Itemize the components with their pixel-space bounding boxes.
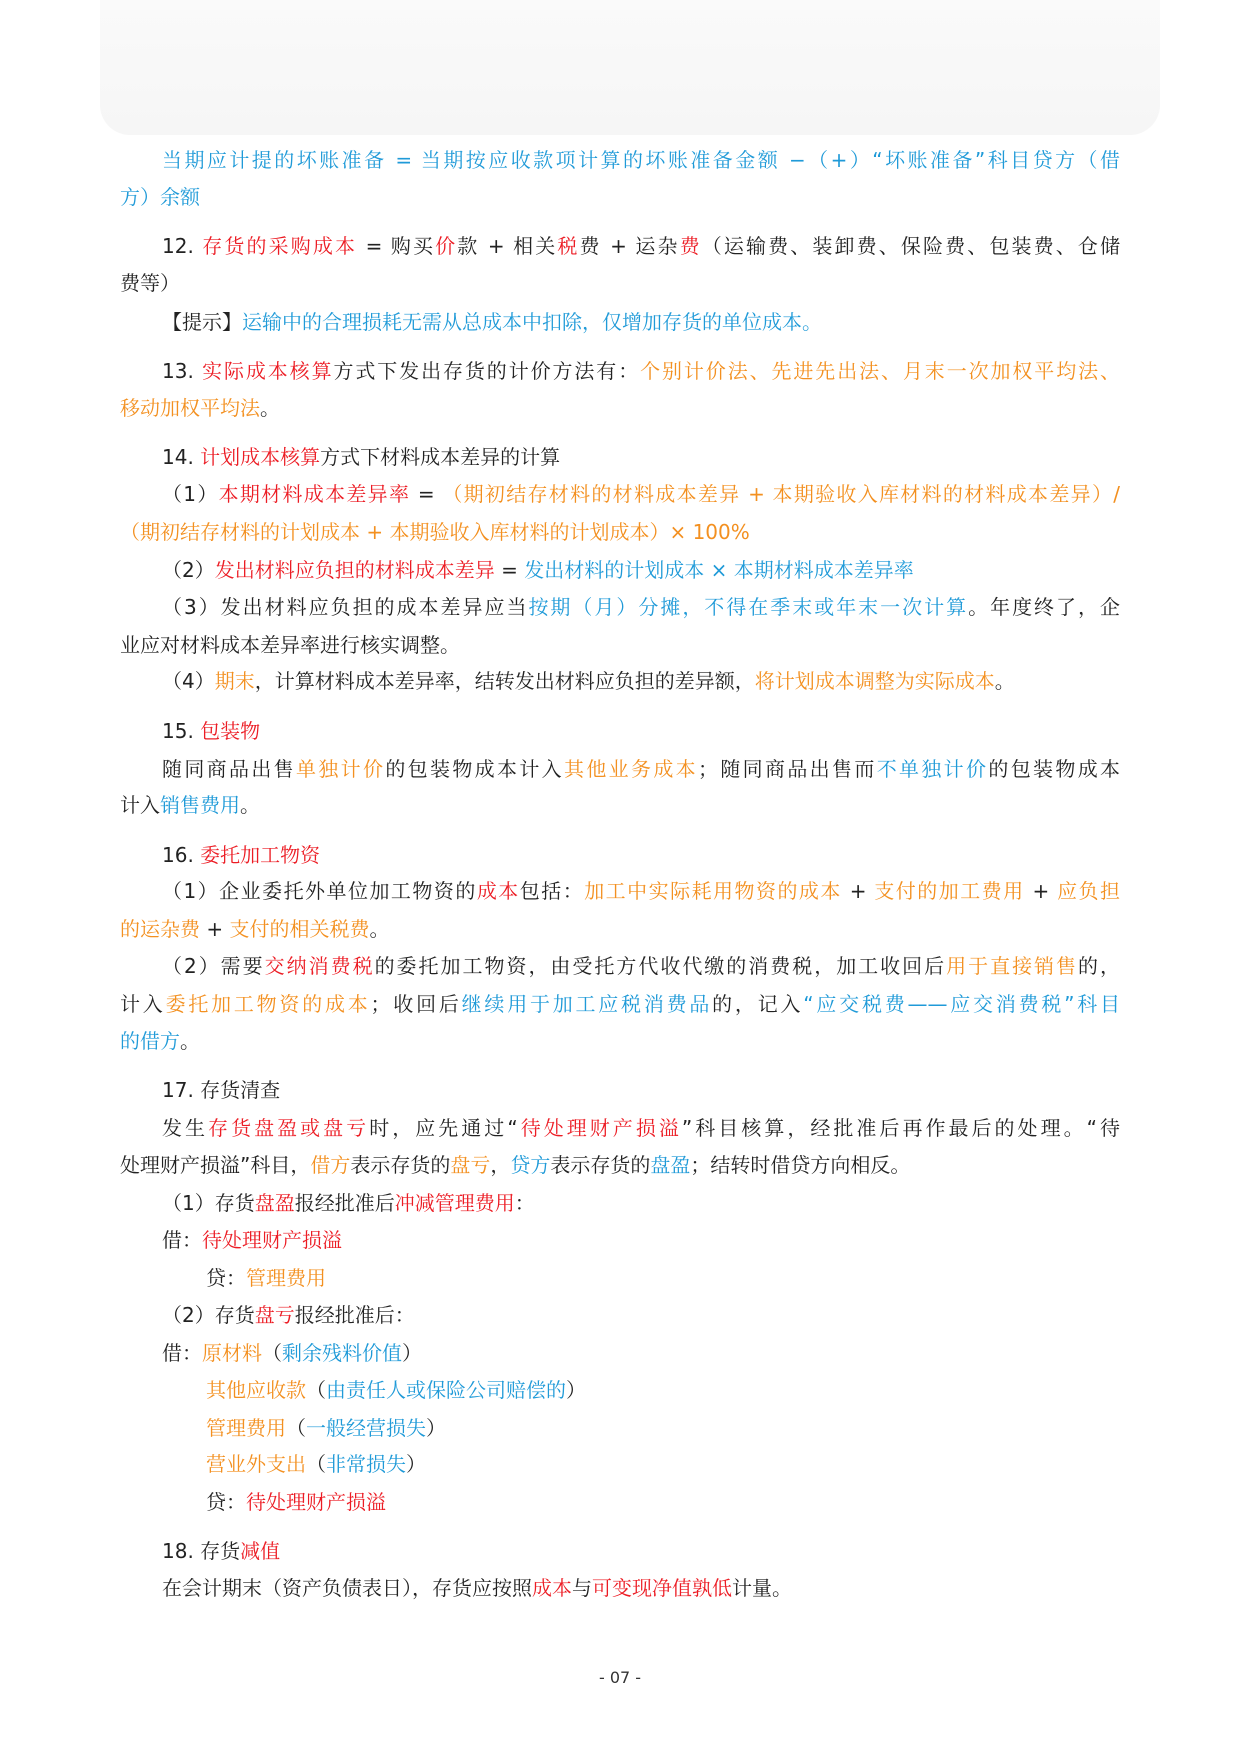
text-line — [120, 1028, 1120, 1054]
highlighted-text-segment: 当期应计提的坏账准备 = 当期按应收款项计算的坏账准备金额 −（+）“坏账准备”科目贷方（借 — [162, 148, 1120, 172]
highlighted-text-segment: 委托加工物资 — [200, 843, 321, 867]
highlighted-text-segment: 盘盈 — [254, 1191, 295, 1215]
text-line — [120, 991, 1120, 1017]
text-segment: 的包装物成本计入 — [385, 757, 565, 781]
text-segment: 。 — [240, 793, 260, 817]
highlighted-text-segment: 非常损失 — [326, 1452, 406, 1476]
text-line — [162, 953, 1120, 979]
text-line — [162, 1227, 1120, 1253]
highlighted-text-segment: 待处理财产损溢 — [246, 1490, 386, 1514]
text-segment: 费等） — [120, 271, 180, 295]
text-segment: 计入 — [120, 992, 166, 1016]
highlighted-text-segment: 继续用于加工应税消费品 — [461, 992, 713, 1016]
highlighted-text-segment: 运输中的合理损耗无需从总成本中扣除，仅增加存货的单位成本。 — [242, 310, 822, 334]
highlighted-text-segment: 待处理财产损溢 — [517, 1116, 682, 1140]
text-segment: 15. — [162, 719, 201, 743]
text-line — [120, 395, 1120, 421]
highlighted-text-segment: 冲减管理费用 — [394, 1191, 515, 1215]
text-segment: 表示存货的 — [350, 1153, 451, 1177]
highlighted-text-segment: 管理费用 — [206, 1416, 286, 1440]
text-line — [120, 184, 1120, 210]
highlighted-text-segment: 贷方 — [510, 1153, 551, 1177]
text-line — [162, 718, 1120, 744]
text-segment: 计入 — [120, 793, 160, 817]
text-segment: + — [1024, 879, 1058, 903]
highlighted-text-segment: 营业外支出 — [206, 1452, 306, 1476]
text-segment: （ — [306, 1378, 326, 1402]
text-segment: （ — [306, 1452, 326, 1476]
highlighted-text-segment: 可变现净值孰低 — [592, 1576, 732, 1600]
highlighted-text-segment: 单独计价 — [296, 757, 386, 781]
text-line — [162, 1115, 1120, 1141]
text-segment: （4） — [162, 669, 215, 693]
text-segment: ） — [406, 1452, 426, 1476]
highlighted-text-segment: 加工中实际耗用物资的成本 — [584, 879, 842, 903]
text-segment: 报经批准后： — [294, 1303, 415, 1327]
text-segment: 12. — [162, 234, 203, 258]
text-segment: 与 — [572, 1576, 592, 1600]
text-segment: ） — [426, 1416, 446, 1440]
text-line — [162, 481, 1120, 507]
text-line — [162, 878, 1120, 904]
text-segment: 借： — [162, 1341, 202, 1365]
text-segment: 的， — [1078, 954, 1121, 978]
text-line — [206, 1489, 1120, 1515]
text-line — [120, 270, 1120, 296]
highlighted-text-segment: 按期（月）分摊，不得在季末或年末一次计算 — [528, 595, 969, 619]
text-line — [162, 668, 1120, 694]
text-line — [162, 147, 1120, 173]
highlighted-text-segment: 将计划成本调整为实际成本 — [754, 669, 995, 693]
text-segment: 时，应先通过“ — [369, 1116, 518, 1140]
text-segment: （1）存货 — [162, 1191, 255, 1215]
highlighted-text-segment: 剩余残料价值 — [282, 1341, 402, 1365]
text-line — [162, 1077, 1120, 1103]
text-line — [162, 842, 1120, 868]
text-segment: ） — [402, 1341, 422, 1365]
highlighted-text-segment: 价 — [435, 234, 458, 258]
text-segment: 发生 — [162, 1116, 209, 1140]
text-line — [162, 557, 1120, 583]
text-segment: 在会计期末（资产负债表日），存货应按照 — [162, 1576, 532, 1600]
highlighted-text-segment: 税 — [557, 234, 580, 258]
text-segment: ， — [490, 1153, 511, 1177]
text-segment: （2） — [162, 558, 215, 582]
text-segment: （运输费、装卸费、保险费、包装费、仓储 — [701, 234, 1120, 258]
highlighted-text-segment: “应交税费——应交消费税”科目 — [803, 992, 1121, 1016]
text-segment: 包括： — [519, 879, 585, 903]
text-line — [120, 792, 1120, 818]
highlighted-text-segment: 待处理财产损溢 — [202, 1228, 342, 1252]
text-segment: + — [841, 879, 875, 903]
text-segment: 业应对材料成本差异率进行核实调整。 — [120, 633, 460, 657]
highlighted-text-segment: 的借方 — [120, 1029, 180, 1053]
text-line — [162, 594, 1120, 620]
highlighted-text-segment: 用于直接销售 — [946, 954, 1079, 978]
text-line — [206, 1265, 1120, 1291]
text-line — [162, 309, 1120, 335]
text-segment: （3）发出材料应负担的成本差异应当 — [162, 595, 529, 619]
text-segment: 报经批准后 — [294, 1191, 395, 1215]
highlighted-text-segment: 支付的相关税费 — [229, 917, 370, 941]
highlighted-text-segment: 原材料 — [202, 1341, 262, 1365]
text-segment: 16. — [162, 843, 201, 867]
text-line — [162, 1340, 1120, 1366]
text-line — [162, 756, 1120, 782]
text-segment: 17. 存货清查 — [162, 1078, 281, 1102]
text-segment: ；随同商品出售而 — [698, 757, 877, 781]
highlighted-text-segment: 期末 — [214, 669, 255, 693]
text-line — [162, 358, 1120, 384]
highlighted-text-segment: 交纳消费税 — [264, 954, 375, 978]
highlighted-text-segment: 盘亏 — [450, 1153, 491, 1177]
text-segment: 随同商品出售 — [162, 757, 296, 781]
highlighted-text-segment: 其他应收款 — [206, 1378, 306, 1402]
text-segment: 18. 存货 — [162, 1539, 241, 1563]
highlighted-text-segment: 管理费用 — [246, 1266, 326, 1290]
text-segment: + — [200, 917, 230, 941]
text-segment: 。 — [180, 1029, 200, 1053]
text-segment: 借： — [162, 1228, 202, 1252]
text-segment: ： — [514, 1191, 535, 1215]
text-segment: 方式下材料成本差异的计算 — [320, 445, 561, 469]
text-segment: （2）需要 — [162, 954, 265, 978]
highlighted-text-segment: 成本 — [476, 879, 520, 903]
text-segment: （2）存货 — [162, 1303, 255, 1327]
highlighted-text-segment: 借方 — [310, 1153, 351, 1177]
highlighted-text-segment: 成本 — [532, 1576, 572, 1600]
text-segment: ；结转时借贷方向相反。 — [690, 1153, 911, 1177]
text-segment: = — [410, 482, 443, 506]
text-line — [162, 444, 1120, 470]
text-segment: 。 — [994, 669, 1015, 693]
text-segment: （1）企业委托外单位加工物资的 — [162, 879, 477, 903]
text-segment: （ — [262, 1341, 282, 1365]
page-number: - 07 - — [598, 1668, 642, 1687]
highlighted-text-segment: （期初结存材料的材料成本差异 + 本期验收入库材料的材料成本差异）/ — [442, 482, 1120, 506]
text-segment: 的，记入 — [712, 992, 804, 1016]
highlighted-text-segment: 其他业务成本 — [564, 757, 699, 781]
text-segment: 方式下发出存货的计价方法有： — [333, 359, 641, 383]
highlighted-text-segment: （期初结存材料的计划成本 + 本期验收入库材料的计划成本）× 100% — [120, 520, 750, 544]
text-line — [162, 1302, 1120, 1328]
highlighted-text-segment: 实际成本核算 — [202, 359, 334, 383]
text-line — [120, 632, 1120, 658]
highlighted-text-segment: 盘亏 — [254, 1303, 295, 1327]
highlighted-text-segment: 的运杂费 — [120, 917, 200, 941]
text-segment: 【提示】 — [162, 310, 242, 334]
text-segment: 处理财产损溢”科目， — [120, 1153, 311, 1177]
text-line — [120, 519, 1120, 545]
highlighted-text-segment: 销售费用 — [160, 793, 240, 817]
highlighted-text-segment: 一般经营损失 — [306, 1416, 426, 1440]
text-segment: （ — [286, 1416, 306, 1440]
highlighted-text-segment: 移动加权平均法 — [120, 396, 260, 420]
text-segment: = 购买 — [357, 234, 436, 258]
text-segment: ”科目核算，经批准后再作最后的处理。“待 — [681, 1116, 1121, 1140]
highlighted-text-segment: 本期材料成本差异率 — [218, 482, 411, 506]
text-segment: 的委托加工物资，由受托方代收代缴的消费税，加工收回后 — [374, 954, 947, 978]
text-segment: 。 — [369, 917, 390, 941]
text-segment: （1） — [162, 482, 219, 506]
text-line — [206, 1377, 1120, 1403]
text-line — [120, 916, 1120, 942]
text-segment: 贷： — [206, 1490, 246, 1514]
text-line — [120, 1152, 1120, 1178]
text-line — [162, 1538, 1120, 1564]
highlighted-text-segment: 应负担 — [1057, 879, 1121, 903]
text-segment: 的包装物成本 — [988, 757, 1121, 781]
text-segment: 13. — [162, 359, 203, 383]
highlighted-text-segment: 个别计价法、先进先出法、月末一次加权平均法、 — [640, 359, 1121, 383]
highlighted-text-segment: 盘盈 — [650, 1153, 691, 1177]
text-line — [162, 233, 1120, 259]
text-segment: ，计算材料成本差异率，结转发出材料应负担的差异额， — [254, 669, 755, 693]
highlighted-text-segment: 减值 — [240, 1539, 281, 1563]
text-line — [162, 1575, 1120, 1601]
highlighted-text-segment: 存货的采购成本 — [202, 234, 358, 258]
highlighted-text-segment: 计划成本核算 — [200, 445, 321, 469]
highlighted-text-segment: 支付的加工费用 — [874, 879, 1025, 903]
text-segment: 款 + 相关 — [457, 234, 558, 258]
highlighted-text-segment: 由责任人或保险公司赔偿的 — [326, 1378, 566, 1402]
highlighted-text-segment: 方）余额 — [120, 185, 200, 209]
highlighted-text-segment: 包装物 — [200, 719, 261, 743]
text-segment: 14. — [162, 445, 201, 469]
text-segment: 。 — [260, 396, 280, 420]
page-header-band — [100, 0, 1160, 135]
highlighted-text-segment: 委托加工物资的成本 — [165, 992, 371, 1016]
text-line — [162, 1190, 1120, 1216]
text-segment: ；收回后 — [370, 992, 462, 1016]
text-segment: = — [494, 558, 525, 582]
highlighted-text-segment: 发出材料应负担的材料成本差异 — [214, 558, 495, 582]
highlighted-text-segment: 存货盘盈或盘亏 — [208, 1116, 370, 1140]
text-segment: 费 + 运杂 — [579, 234, 680, 258]
text-segment: 表示存货的 — [550, 1153, 651, 1177]
text-segment: 计量。 — [732, 1576, 792, 1600]
text-segment: 贷： — [206, 1266, 246, 1290]
highlighted-text-segment: 发出材料的计划成本 × 本期材料成本差异率 — [524, 558, 914, 582]
text-segment: ） — [566, 1378, 586, 1402]
highlighted-text-segment: 不单独计价 — [876, 757, 989, 781]
highlighted-text-segment: 费 — [679, 234, 702, 258]
text-segment: 。年度终了，企 — [968, 595, 1121, 619]
text-line — [206, 1451, 1120, 1477]
text-line — [206, 1415, 1120, 1441]
